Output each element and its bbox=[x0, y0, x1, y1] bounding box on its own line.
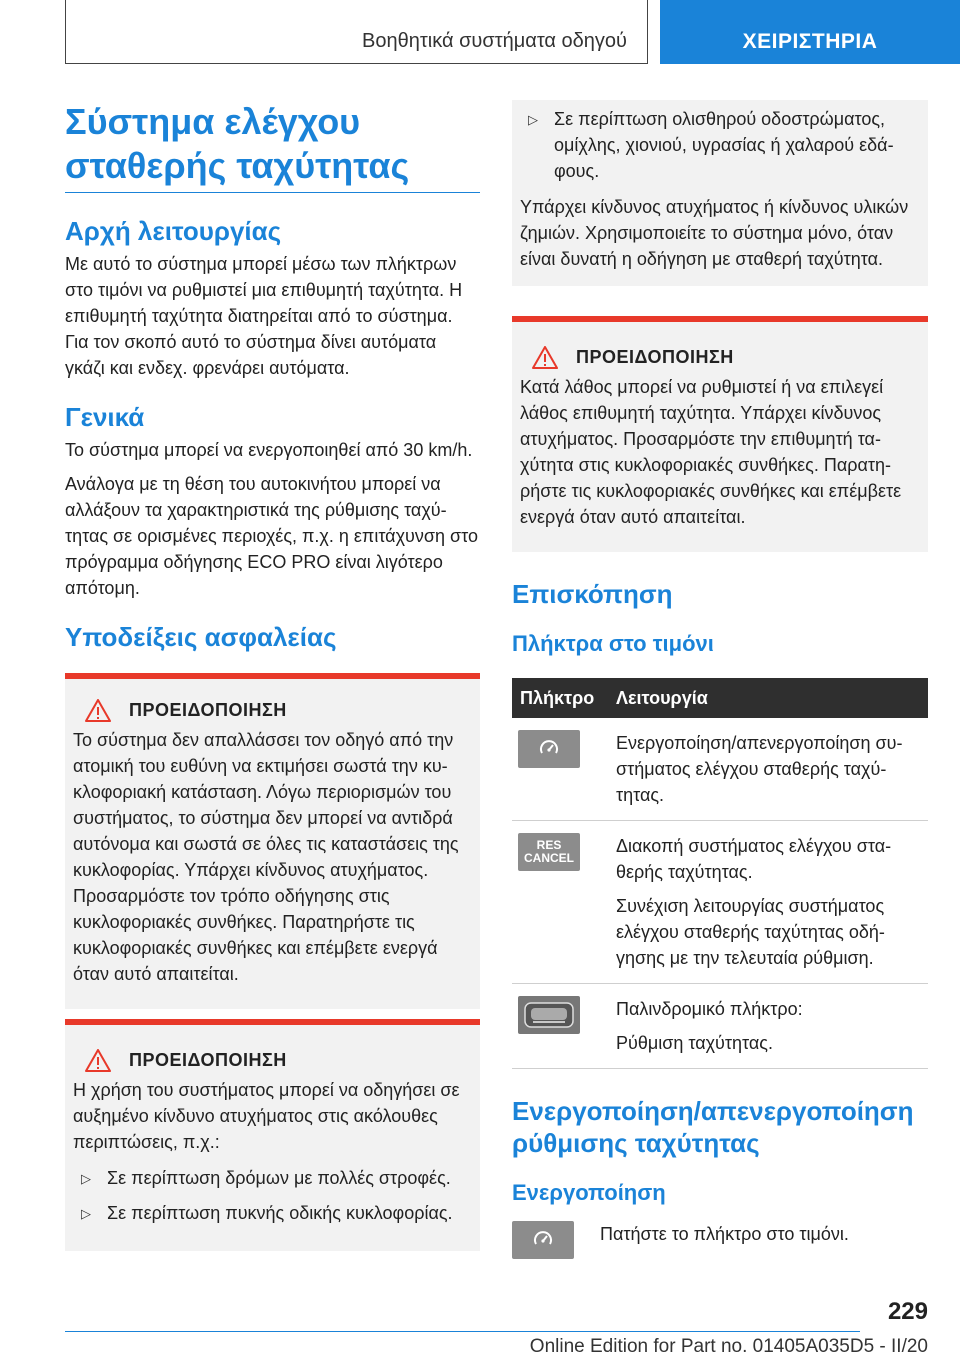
header-section-label bbox=[65, 0, 648, 64]
warning-text-2: Η χρήση του συστήματος μπορεί να οδηγήσει σε αυξημένο κίνδυνο ατυχήματος στις ακόλουθες περιπτώσεις, π.χ.: bbox=[73, 1080, 460, 1152]
table-row bbox=[512, 718, 928, 821]
general-text-2: Ανάλογα με τη θέση του αυτοκινήτου μπορεί να αλλάξουν τα χαρακτηριστικά της ρύθμισης ταχύτητας σε ορισμένες περιοχές, π.χ. η επιτάχυνση στο πρόγραμμα οδήγησης ECO PRO είναι λιγότερο απότομη. bbox=[65, 474, 478, 598]
table-row bbox=[512, 821, 928, 984]
safety-heading: Υποδείξεις ασφαλείας bbox=[65, 622, 337, 652]
warning-title-3: ΠΡΟΕΙΔΟΠΟΙΗΣΗ bbox=[520, 344, 920, 370]
buttons-heading: Πλήκτρα στο τιμόνι bbox=[512, 631, 714, 656]
warning-title-1: ΠΡΟΕΙΔΟΠΟΙΗΣΗ bbox=[73, 697, 472, 723]
res-cancel-icon: RES CANCEL bbox=[518, 833, 580, 871]
list-item: ▷ Σε περίπτωση ολισθηρού οδοστρώματος, ομίχλης, χιονιού, υγρασίας ή χαλαρού εδάφους. bbox=[528, 106, 920, 184]
rocker-switch-icon bbox=[518, 996, 580, 1034]
table-cell-text: Διακοπή συστήματος ελέγχου σταθερής ταχύτητας. bbox=[616, 836, 892, 882]
list-item: ▷ Σε περίπτωση πυκνής οδικής κυκλοφορίας. bbox=[73, 1200, 472, 1227]
warning-box-3 bbox=[512, 316, 928, 552]
bullet-arrow-icon: ▷ bbox=[81, 1171, 91, 1186]
activation-text: Πατήστε το πλήκτρο στο τιμόνι. bbox=[600, 1224, 849, 1244]
footer-rule bbox=[65, 1331, 860, 1332]
table-cell-text: Παλινδρομικό πλήκτρο: bbox=[616, 999, 803, 1019]
table-row bbox=[512, 984, 928, 1069]
warning-box-2 bbox=[65, 1019, 480, 1251]
warning-triangle-icon bbox=[532, 346, 558, 369]
warning-box-1 bbox=[65, 673, 480, 1009]
warning-text-1: Το σύστημα δεν απαλλάσσει τον οδηγό από την ατομική του ευθύνη να εκτιμήσει σωστά την κυκλοφοριακή κατάσταση. Λόγω περιορισμών του συστήματος, το σύστημα δεν μπορεί να αντιδρά αυτόνομα και σωστά σε όλες τις καταστάσεις της κυκλοφορίας. Υπάρχει κίνδυνος ατυχήματος. Προσαρμόστε τον τρόπο οδήγησης στις κυκλοφοριακές συνθήκες. Παρατηρήστε τις κυκλοφοριακές συνθήκες και επέμβετε ενεργά όταν αυτό απαιτείται. bbox=[73, 730, 459, 984]
header-chapter-tab bbox=[660, 0, 960, 64]
list-item: ▷ Σε περίπτωση δρόμων με πολλές στροφές. bbox=[73, 1165, 472, 1192]
table-header-function: Λειτουργία bbox=[608, 678, 928, 718]
activate-heading: Ενεργοποίηση/απενεργοποίηση ρύθμισης ταχύτητας bbox=[512, 1096, 914, 1158]
page-number: 229 bbox=[887, 1298, 928, 1325]
header-section-text: Βοηθητικά συστήματα οδηγού bbox=[362, 30, 627, 52]
buttons-table bbox=[512, 678, 928, 1069]
general-text-1: Το σύστημα μπορεί να ενεργοποιηθεί από 30 km/h. bbox=[65, 440, 473, 460]
warning-triangle-icon bbox=[85, 1049, 111, 1072]
overview-heading: Επισκόπηση bbox=[512, 579, 673, 609]
footer-edition: Online Edition for Part no. 01405A035D5 - II/20 bbox=[529, 1336, 928, 1357]
left-column bbox=[65, 100, 480, 1251]
warning-text-3: Κατά λάθος μπορεί να ρυθμιστεί ή να επιλεγεί λάθος επιθυμητή ταχύτητα. Υπάρχει κίνδυνος ατυχήματος. Προσαρμόστε την επιθυμητή ταχύτητα στις κυκλοφοριακές συνθήκες. Παρατηρήστε τις κυκλοφοριακές συνθήκες και επέμβετε ενεργά όταν αυτό απαιτείται. bbox=[520, 377, 902, 527]
title-rule bbox=[65, 192, 480, 193]
general-heading: Γενικά bbox=[65, 402, 145, 432]
header-chapter-text: ΧΕΙΡΙΣΤΗΡΙΑ bbox=[742, 30, 878, 53]
table-cell-text: Ρύθμιση ταχύτητας. bbox=[616, 1033, 773, 1053]
table-cell-text: Συνέχιση λειτουργίας συστήματος ελέγχου σταθερής ταχύτητας οδήγησης με την τελευταία ρύθμιση. bbox=[616, 896, 885, 968]
table-header-row bbox=[512, 678, 928, 718]
principle-text: Με αυτό το σύστημα μπορεί μέσω των πλήκτρων στο τιμόνι να ρυθμιστεί μια επιθυμητή ταχύτητα. Η επιθυμητή ταχύτητα διατηρείται από το σύστημα. Για τον σκοπό αυτό το σύστημα δίνει αυτόματα γκάζι και ενδεχ. φρενάρει αυτόματα. bbox=[65, 254, 463, 378]
cruise-control-icon bbox=[518, 730, 580, 768]
table-cell-text: Ενεργοποίηση/απενεργοποίηση συστήματος ελέγχου σταθερής ταχύτητας. bbox=[616, 733, 903, 805]
activation-row bbox=[512, 1221, 928, 1259]
warning-title-2: ΠΡΟΕΙΔΟΠΟΙΗΣΗ bbox=[73, 1047, 472, 1073]
principle-heading: Αρχή λειτουργίας bbox=[65, 216, 282, 246]
right-column bbox=[512, 100, 928, 1259]
risk-text: Υπάρχει κίνδυνος ατυχήματος ή κίνδυνος υλικών ζημιών. Χρησιμοποιείτε το σύστημα μόνο, όταν είναι δυνατή η οδήγηση με σταθερή ταχύτητα. bbox=[520, 197, 909, 269]
warning-box-2-continued bbox=[512, 100, 928, 286]
activation-heading: Ενεργοποίηση bbox=[512, 1180, 666, 1205]
page-title: Σύστημα ελέγχου σταθερής ταχύτητας bbox=[65, 101, 410, 186]
bullet-arrow-icon: ▷ bbox=[81, 1206, 91, 1221]
cruise-control-icon bbox=[512, 1221, 574, 1259]
warning-triangle-icon bbox=[85, 699, 111, 722]
bullet-arrow-icon: ▷ bbox=[528, 112, 538, 127]
table-header-key: Πλήκτρο bbox=[512, 678, 608, 718]
